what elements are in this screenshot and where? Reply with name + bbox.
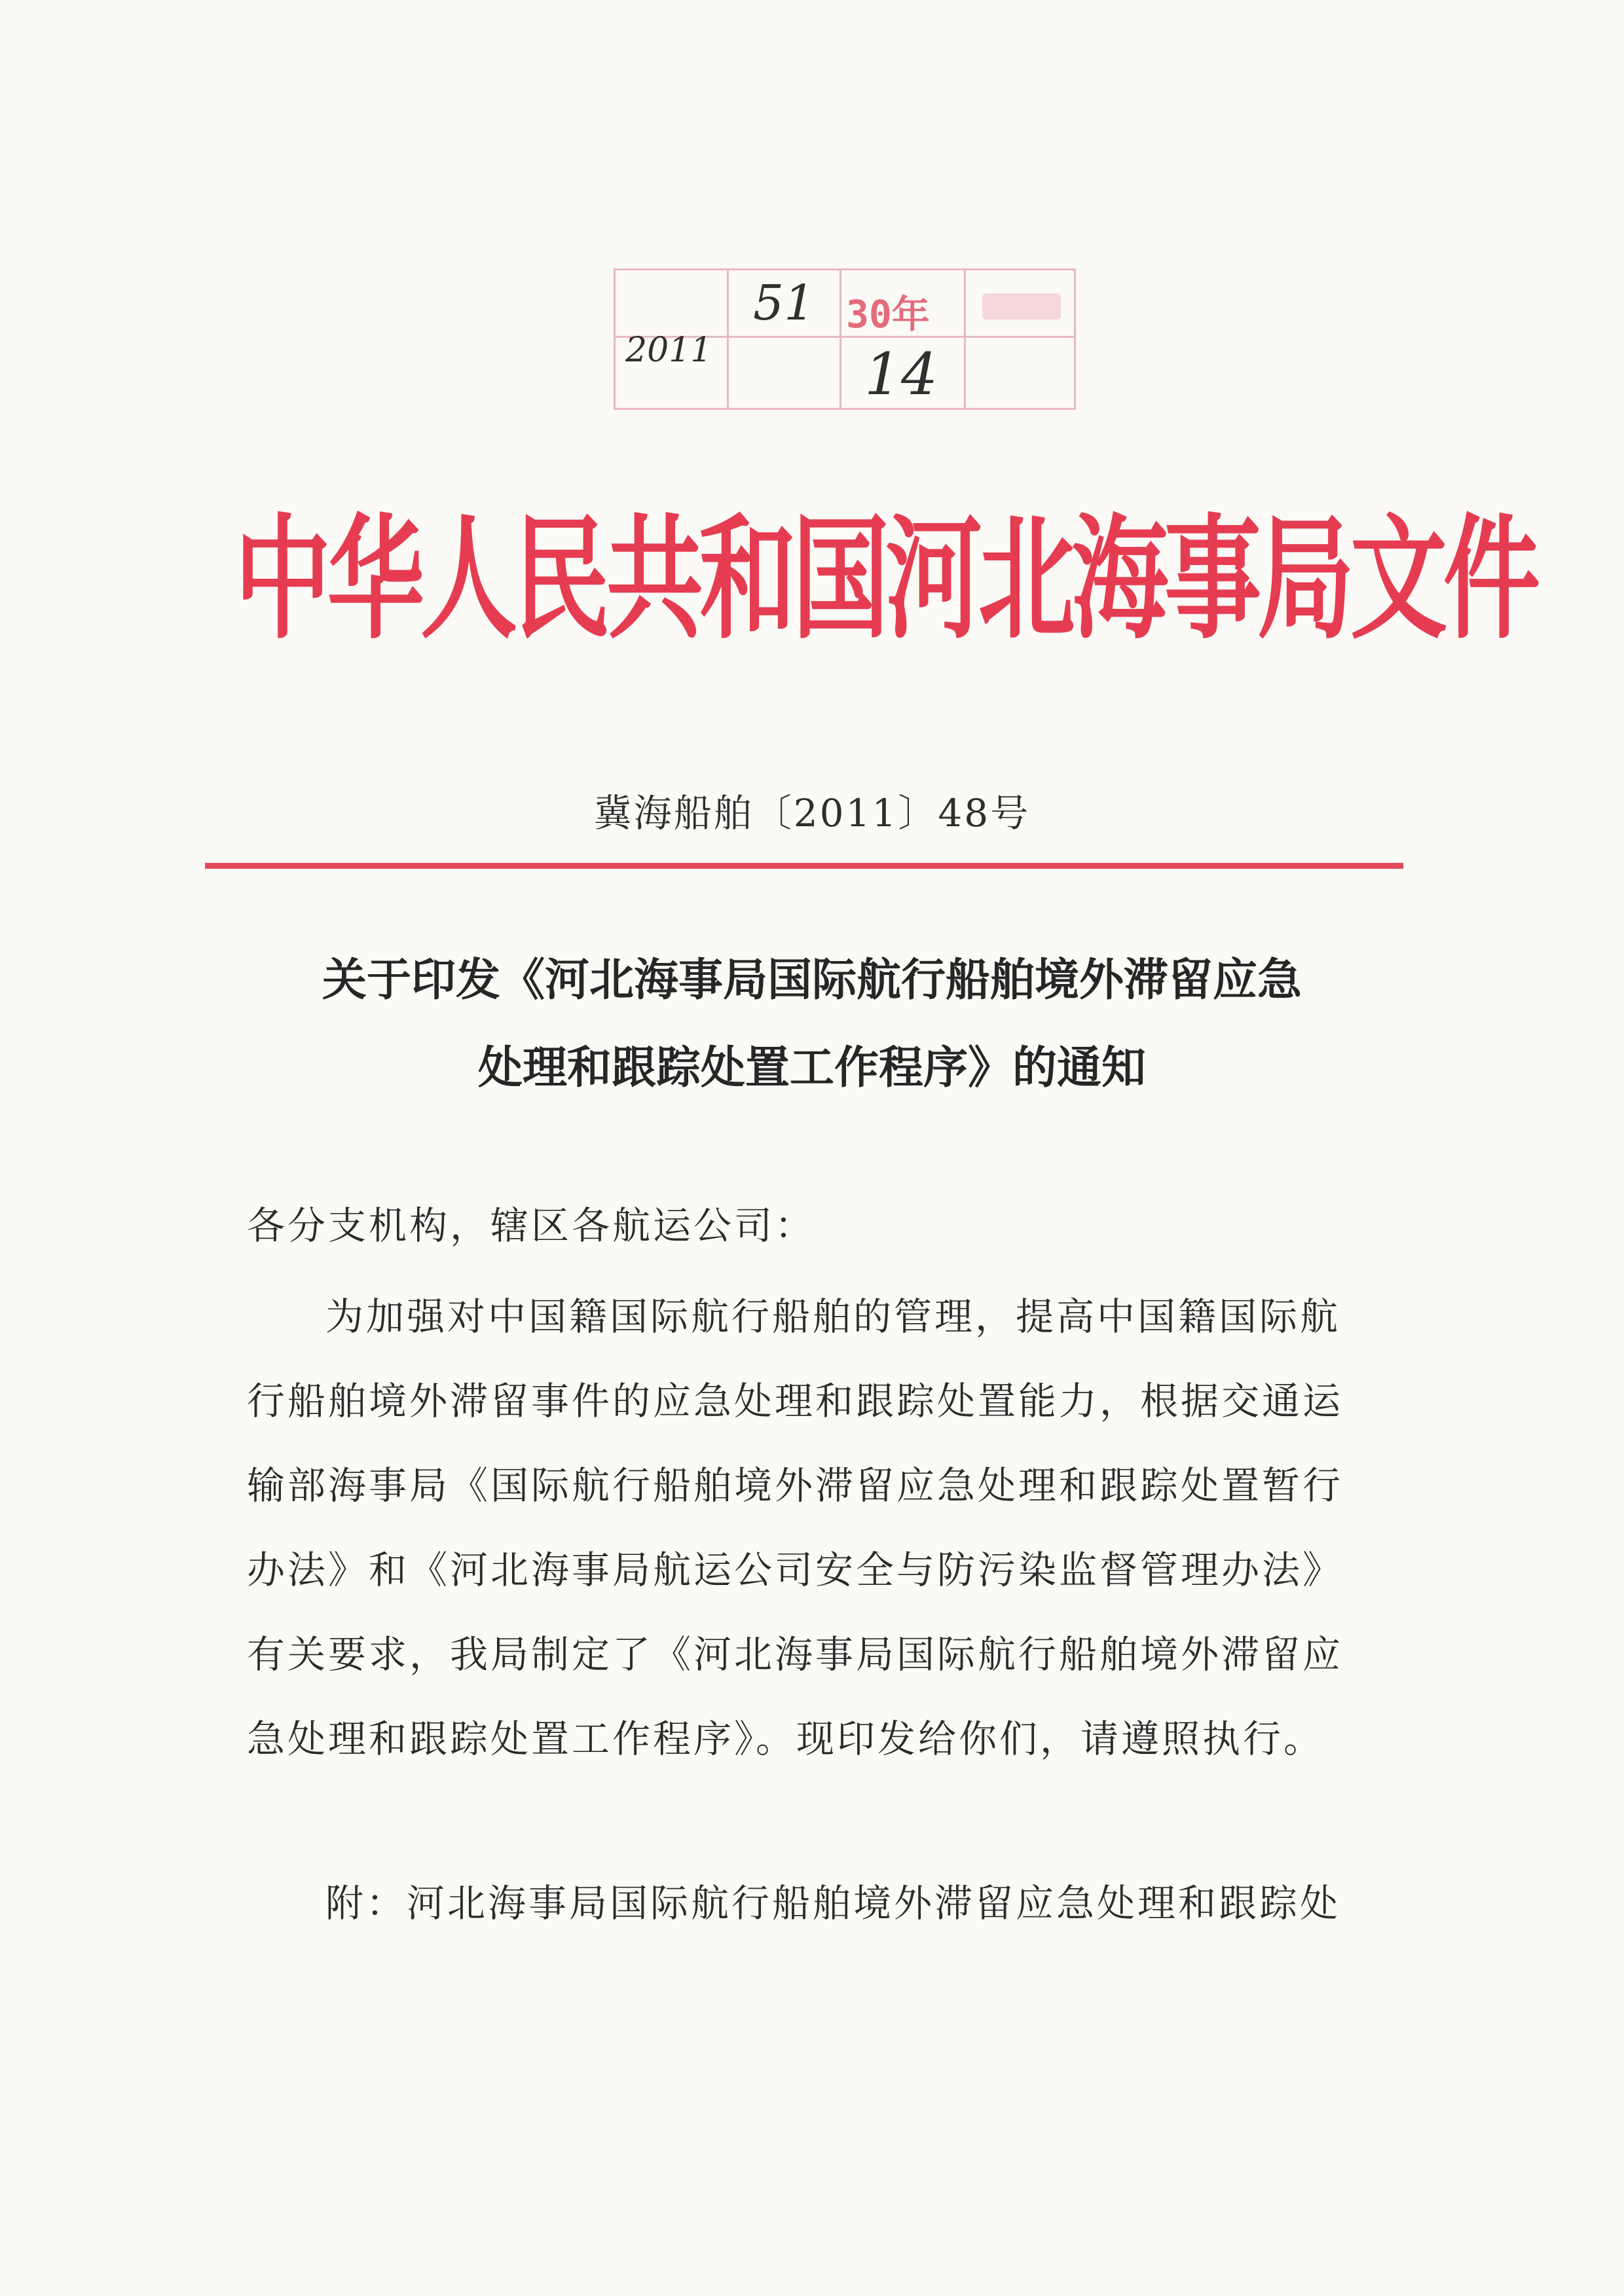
stamp-grid-line — [727, 270, 729, 408]
stamp-smudge — [982, 293, 1061, 319]
document-number: 冀海船舶〔2011〕48号 — [593, 791, 1031, 835]
red-divider-line — [205, 863, 1403, 869]
handwritten-number: 14 — [864, 340, 938, 408]
body-line: 为加强对中国籍国际航行船舶的管理，提高中国籍国际航 — [325, 1294, 1341, 1339]
stamp-printed-text: 30年 — [846, 292, 930, 337]
attachment-line: 附：河北海事局国际航行船舶境外滞留应急处理和跟踪处 — [325, 1881, 1341, 1925]
document-heading — [0, 936, 1624, 1112]
handwritten-year: 2011 — [625, 331, 712, 370]
stamp-grid-line — [964, 270, 966, 408]
salutation: 各分支机构，辖区各航运公司： — [247, 1203, 816, 1248]
heading-line: 处理和跟踪处置工作程序》的通知 — [477, 1042, 1146, 1094]
heading-line: 关于印发《河北海事局国际航行船舶境外滞留应急 — [322, 954, 1302, 1006]
body-line: 有关要求，我局制定了《河北海事局国际航行船舶境外滞留应 — [247, 1632, 1344, 1677]
body-line: 输部海事局《国际航行船舶境外滞留应急处理和跟踪处置暂行 — [247, 1463, 1344, 1508]
body-line: 办法》和《河北海事局航运公司安全与防污染监督管理办法》 — [247, 1548, 1344, 1592]
stamp-grid-line — [840, 270, 841, 408]
body-line: 急处理和跟踪处置工作程序》。现印发给你们，请遵照执行。 — [247, 1717, 1325, 1761]
handwritten-number: 51 — [753, 275, 815, 331]
body-line: 行船舶境外滞留事件的应急处理和跟踪处置能力，根据交通运 — [247, 1379, 1344, 1423]
agency-title: 中华人民共和国河北海事局文件 — [234, 501, 1536, 657]
body-paragraph — [247, 1275, 1399, 1781]
